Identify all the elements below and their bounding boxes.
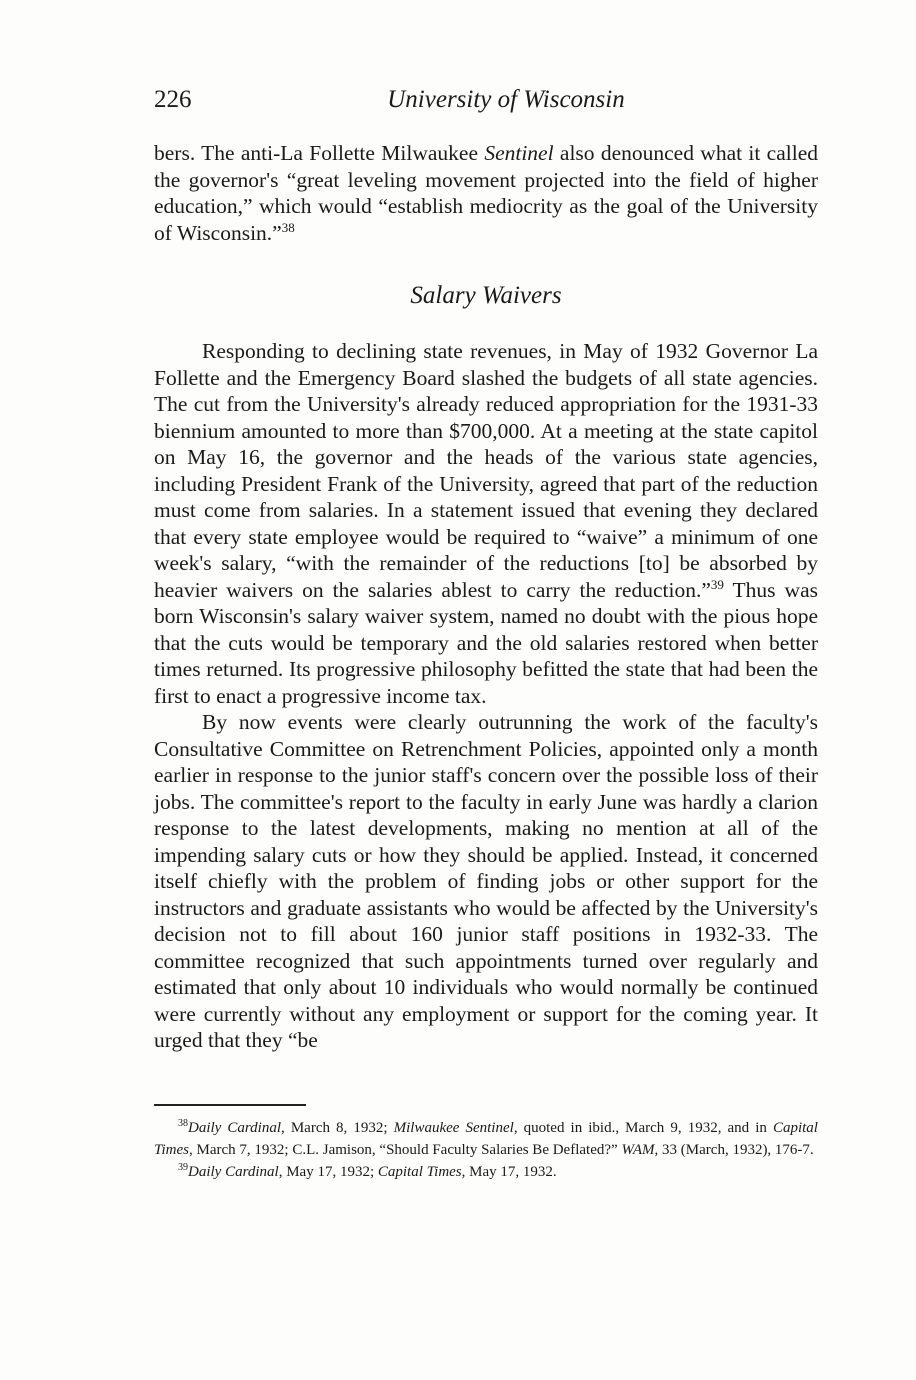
paragraph-text: Responding to declining state revenues, in May of 1932 Governor La Follette and the Emergency Board slashed the budgets of all state agencies. The cut from the University's already reduced appropriation for the 1931-33 biennium amounted to more than $700,000. At a meeting at the state capitol on May 16, the governor and the heads of the various state agencies, including President Frank of the University, agreed that part of the reduction must come from salaries. In a statement issued that evening they declared that every state employee would be required to “waive” a minimum of one week's salary, “with the remainder of the reductions [to] be absorbed by heavier waivers on the salaries ablest to carry the reduction.” xyxy=(154,339,818,602)
opening-text-continued: also denounced what it called the governor's “great leveling movement projected into the field of higher education,” which would “establish mediocrity as the goal of the University of Wisconsin.” xyxy=(154,141,818,245)
page-number: 226 xyxy=(154,86,192,113)
footnote-text: , quoted in ibid., March 9, 1932, and in xyxy=(513,1120,773,1136)
footnote-mark: 38 xyxy=(178,1118,188,1129)
paragraph xyxy=(154,338,818,709)
source-title: Capital Times xyxy=(154,1120,818,1158)
book-title: University of Wisconsin xyxy=(387,86,625,113)
footnote-39 xyxy=(154,1161,818,1183)
footnote-text: , May 17, 1932. xyxy=(461,1164,557,1180)
running-head xyxy=(154,84,818,116)
opening-text: bers. The anti-La Follette Milwaukee xyxy=(154,141,485,165)
footnote-ref-38[interactable]: 38 xyxy=(281,219,295,235)
footnote-divider xyxy=(154,1104,306,1106)
opening-paragraph xyxy=(154,140,818,246)
footnote-text: , March 7, 1932; C.L. Jamison, “Should Faculty Salaries Be Deflated?” xyxy=(189,1142,622,1158)
source-title: Daily Cardinal xyxy=(188,1120,282,1136)
footnote-text: , March 8, 1932; xyxy=(281,1120,394,1136)
paragraph: By now events were clearly outrunning the work of the faculty's Consultative Committee on Retrenchment Policies, appointed only a month earlier in response to the junior staff's concern over the possible loss of their jobs. The committee's report to the faculty in early June was hardly a clarion response to the latest developments, making no mention at all of the impending salary cuts or how they should be applied. Instead, it concerned itself chiefly with the problem of finding jobs or other support for the instructors and graduate assistants who would be affected by the University's decision not to fill about 160 junior staff positions in 1932-33. The committee recognized that such appointments turned over regularly and estimated that only about 10 individuals who would normally be continued were currently without any employment or support for the coming year. It urged that they “be xyxy=(154,710,818,1052)
paragraph-text-continued: Thus was born Wisconsin's salary waiver system, named no doubt with the pious hope that the cuts would be temporary and the old salaries restored when better times returned. Its progressive philosophy befitted the state that had been the first to enact a progressive income tax. xyxy=(154,577,818,708)
footnote-text: , 33 (March, 1932), 176-7. xyxy=(654,1142,814,1158)
footnote-38 xyxy=(154,1117,818,1161)
source-title: Capital Times xyxy=(377,1164,462,1180)
section-heading: Salary Waivers xyxy=(410,282,562,309)
footnote-mark: 39 xyxy=(178,1162,188,1173)
footnote-text: , May 17, 1932; xyxy=(278,1164,378,1180)
source-title: WAM xyxy=(621,1142,655,1158)
footnotes xyxy=(154,1117,818,1183)
source-title: Milwaukee Sentinel xyxy=(393,1120,514,1136)
newspaper-title: Sentinel xyxy=(484,141,554,165)
main-text xyxy=(154,338,818,1054)
footnote-ref-39[interactable]: 39 xyxy=(710,576,724,592)
source-title: Daily Cardinal xyxy=(188,1164,279,1180)
